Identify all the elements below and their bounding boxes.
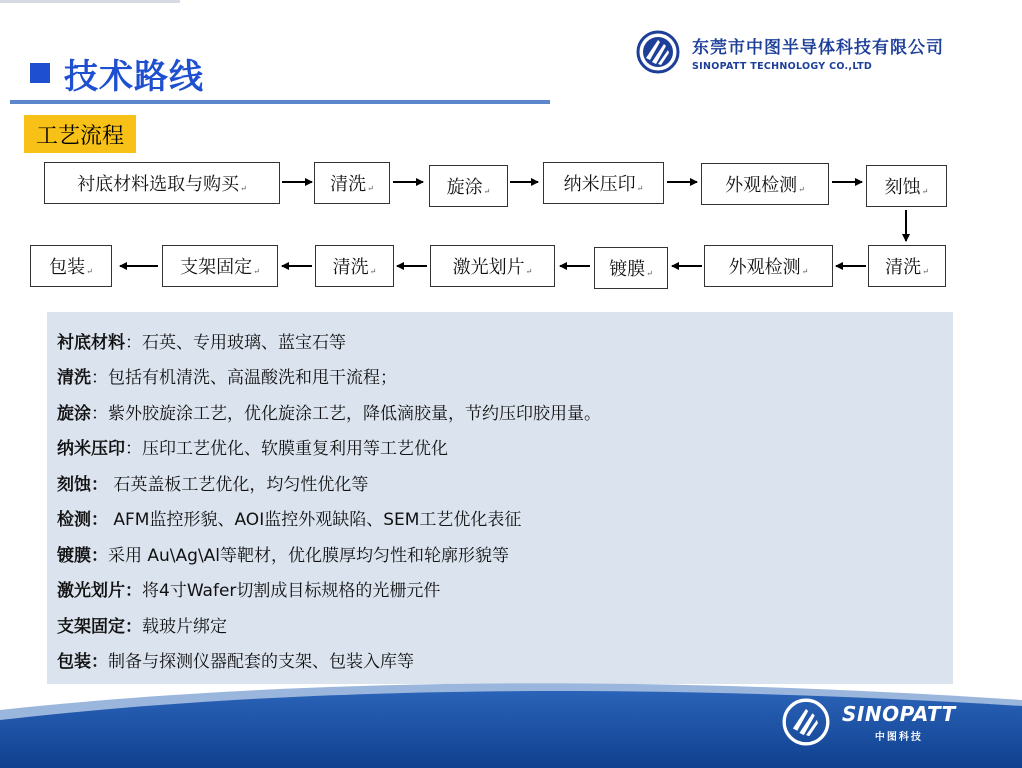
detail-text: ：石英、专用玻璃、蓝宝石等 bbox=[125, 333, 346, 353]
flow-step-label: 旋涂 bbox=[446, 177, 483, 198]
flow-step-spin-coat bbox=[429, 165, 508, 207]
flow-step-mark: ↵ bbox=[646, 268, 653, 278]
detail-row bbox=[57, 576, 440, 601]
detail-text: 石英盖板工艺优化，均匀性优化等 bbox=[108, 475, 369, 495]
detail-term: 检测： bbox=[57, 510, 108, 530]
company-logo-icon bbox=[636, 30, 680, 74]
flow-step-label: 支架固定 bbox=[180, 257, 253, 278]
company-header bbox=[636, 30, 944, 74]
flow-step-mark: ↵ bbox=[921, 186, 929, 196]
title-underline bbox=[10, 100, 550, 104]
title-bullet-icon bbox=[30, 63, 50, 83]
detail-row bbox=[57, 328, 346, 353]
process-details-panel bbox=[47, 312, 953, 684]
flow-step-mark: ↵ bbox=[367, 183, 374, 193]
flow-step-label: 镀膜 bbox=[609, 259, 646, 280]
detail-term: 激光划片： bbox=[57, 581, 142, 601]
flow-step-nanoimprint bbox=[543, 162, 664, 204]
detail-term: 纳米压印 bbox=[57, 439, 125, 459]
detail-text: 制备与探测仪器配套的支架、包装入库等 bbox=[108, 652, 414, 672]
detail-row bbox=[57, 470, 368, 495]
flow-step-packaging bbox=[30, 245, 112, 287]
flow-step-label: 清洗 bbox=[885, 257, 922, 278]
detail-term: 旋涂 bbox=[57, 404, 91, 424]
footer-brand-cn: 中图科技 bbox=[874, 731, 923, 743]
flow-step-mark: ↵ bbox=[798, 184, 805, 194]
detail-text: 采用 Au\Ag\Al等靶材，优化膜厚均匀性和轮廓形貌等 bbox=[108, 546, 510, 566]
detail-text: ：紫外胶旋涂工艺，优化旋涂工艺，降低滴胶量，节约压印胶用量。 bbox=[91, 404, 601, 424]
top-accent-line bbox=[0, 0, 180, 3]
detail-row bbox=[57, 399, 601, 424]
footer-brand bbox=[782, 698, 956, 746]
flow-step-label: 清洗 bbox=[332, 257, 369, 278]
flow-step-mark: ↵ bbox=[483, 186, 491, 196]
flow-step-clean-2 bbox=[868, 245, 946, 287]
detail-text: AFM监控形貌、AOI监控外观缺陷、SEM工艺优化表征 bbox=[108, 510, 522, 530]
flow-step-label: 激光划片 bbox=[452, 257, 525, 278]
flow-step-mark: ↵ bbox=[922, 266, 929, 276]
flow-step-mark: ↵ bbox=[801, 266, 809, 276]
company-name-en: SINOPATT TECHNOLOGY CO.,LTD bbox=[692, 60, 873, 72]
flow-step-label: 清洗 bbox=[330, 174, 367, 195]
detail-text: 将4寸Wafer切割成目标规格的光栅元件 bbox=[142, 581, 441, 601]
flow-step-label: 外观检测 bbox=[725, 175, 798, 196]
flow-step-mark: ↵ bbox=[369, 266, 377, 276]
flow-step-mark: ↵ bbox=[525, 266, 533, 276]
detail-row bbox=[57, 612, 227, 637]
flow-step-mark: ↵ bbox=[636, 183, 644, 193]
detail-term: 衬底材料 bbox=[57, 333, 125, 353]
flow-step-coating bbox=[594, 247, 668, 289]
flow-step-inspection-1 bbox=[701, 163, 829, 205]
flow-step-mounting bbox=[162, 245, 278, 287]
flow-step-etch bbox=[866, 165, 947, 207]
section-label: 工艺流程 bbox=[24, 115, 136, 153]
detail-text: ：压印工艺优化、软膜重复利用等工艺优化 bbox=[125, 439, 448, 459]
flow-step-label: 衬底材料选取与购买 bbox=[77, 174, 240, 195]
flow-step-mark: ↵ bbox=[240, 183, 247, 193]
detail-term: 刻蚀： bbox=[57, 475, 108, 495]
footer-brand-name: SINOPATT bbox=[842, 701, 956, 726]
detail-row bbox=[57, 541, 509, 566]
detail-term: 镀膜： bbox=[57, 546, 108, 566]
company-name-cn: 东莞市中图半导体科技有限公司 bbox=[692, 37, 944, 58]
flow-step-clean-1 bbox=[314, 162, 390, 204]
flow-step-substrate bbox=[44, 162, 280, 204]
flow-step-label: 包装 bbox=[49, 257, 86, 278]
detail-row bbox=[57, 505, 521, 530]
page-title bbox=[30, 50, 204, 96]
flow-step-mark: ↵ bbox=[253, 266, 260, 276]
page-title-text: 技术路线 bbox=[64, 56, 204, 97]
detail-term: 清洗 bbox=[57, 368, 91, 388]
detail-text: ：包括有机清洗、高温酸洗和甩干流程； bbox=[91, 368, 397, 388]
detail-row bbox=[57, 434, 448, 459]
flow-step-label: 纳米压印 bbox=[563, 174, 636, 195]
flow-step-label: 外观检测 bbox=[728, 257, 801, 278]
flow-step-laser-dicing bbox=[430, 245, 555, 287]
detail-text: 载玻片绑定 bbox=[142, 617, 227, 637]
footer-logo-icon bbox=[782, 698, 830, 746]
detail-row bbox=[57, 363, 397, 388]
flow-step-inspection-2 bbox=[704, 245, 833, 287]
flow-step-label: 刻蚀 bbox=[884, 177, 921, 198]
flow-step-mark: ↵ bbox=[86, 266, 93, 276]
detail-term: 支架固定： bbox=[57, 617, 142, 637]
detail-term: 包装： bbox=[57, 652, 108, 672]
flow-step-clean-3 bbox=[315, 245, 394, 287]
